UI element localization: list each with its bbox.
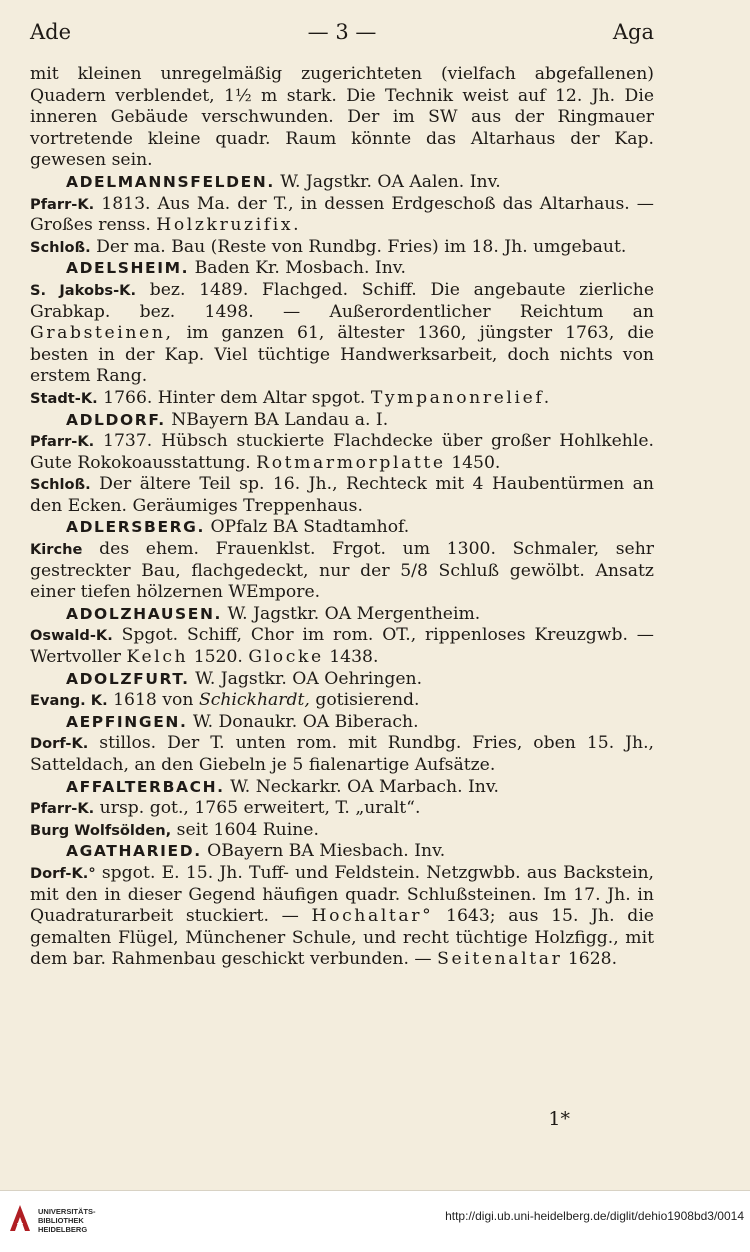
item-highlight: Holzkruzifix. bbox=[156, 215, 302, 236]
intro-paragraph: mit kleinen unregelmäßig zugerichteten (vielfach abgefallenen) Quadern verblendet, 1½ m stark. Die Technik weist auf 12. Jh. Die inneren Gebäude verschwunden. Der im SW aus der Ringmauer vortretende kleine quadr. Raum könnte das Altarhaus der Kap. gewesen sein. bbox=[30, 64, 654, 171]
item-burg bbox=[30, 820, 654, 842]
item-text: 1737. Hübsch stuckierte Flachdecke über großer Hohlkehle. Gute Rokokoausstattung. bbox=[30, 431, 654, 473]
item-label: Stadt-K. bbox=[30, 389, 98, 407]
item-text: spgot. E. 15. Jh. Tuff- und Feldstein. Netzgwbb. aus Backstein, mit den in dieser Gegend häufigen quadr. Schlußsteinen. Im 17. Jh. in Quadraturarbeit stuckiert. — bbox=[30, 862, 655, 927]
item-label: Dorf-K. bbox=[30, 735, 89, 753]
place-name: AFFALTERBACH. bbox=[66, 777, 225, 796]
item-label: Schloß. bbox=[30, 476, 91, 494]
item-text: 1520. bbox=[193, 647, 243, 668]
item-text: 1628. bbox=[567, 949, 618, 970]
item-highlight: Tympanonrelief. bbox=[370, 387, 552, 408]
item-oswaldkirche bbox=[30, 625, 654, 668]
item-schloss bbox=[30, 237, 654, 259]
architect-name: Schickhardt, bbox=[198, 690, 310, 711]
library-line: BIBLIOTHEK bbox=[38, 1216, 84, 1225]
entry-aepfingen bbox=[30, 712, 654, 734]
item-text: Schluß gewölbt. Ansatz einer tiefen hölzernen WEmpore. bbox=[30, 560, 654, 603]
item-label: Schloß. bbox=[30, 238, 91, 256]
head-left-catchword: Ade bbox=[30, 20, 72, 44]
item-text: bez. 1489. Flachged. Schiff. Die angebaute zierliche Grabkap. bez. 1498. — Außerordentlicher Reichtum an bbox=[30, 279, 654, 322]
place-name: ADELSHEIM. bbox=[66, 259, 190, 278]
item-label: Evang. K. bbox=[30, 692, 108, 710]
place-name: ADLERSBERG. bbox=[66, 518, 205, 537]
place-name: ADLDORF. bbox=[66, 410, 166, 429]
item-label: Pfarr-K. bbox=[30, 433, 95, 451]
place-region: W. Neckarkr. OA Marbach. Inv. bbox=[230, 776, 499, 797]
place-name: AGATHARIED. bbox=[66, 842, 202, 861]
entry-affalterbach bbox=[30, 777, 654, 799]
signature-mark: 1* bbox=[548, 1108, 570, 1130]
entry-adolzhausen bbox=[30, 604, 654, 626]
item-pfarrkirche bbox=[30, 431, 654, 474]
place-name: ADOLZHAUSEN. bbox=[66, 604, 223, 623]
place-region: OPfalz BA Stadtamhof. bbox=[210, 517, 410, 538]
item-text: ursp. got., 1765 erweitert, T. „uralt“. bbox=[99, 798, 421, 819]
place-region: W. Donaukr. OA Biberach. bbox=[192, 711, 419, 732]
item-stadtkirche bbox=[30, 388, 654, 410]
entry-adlersberg bbox=[30, 517, 654, 539]
library-line: HEIDELBERG bbox=[38, 1225, 88, 1234]
item-text: gotisierend. bbox=[315, 690, 420, 711]
running-head bbox=[30, 20, 654, 48]
item-text: Der ma. Bau (Reste von Rundbg. Fries) im 18. Jh. umgebaut. bbox=[96, 236, 627, 257]
place-region: W. Jagstkr. OA Aalen. Inv. bbox=[280, 171, 501, 192]
item-text: seit 1604 Ruine. bbox=[176, 819, 319, 840]
item-text: stillos. Der T. unten rom. mit Rundbg. Fries, oben 15. Jh., Satteldach, an den Giebeln je 5 fialenartige Aufsätze. bbox=[30, 733, 654, 775]
item-label: Dorf-K.° bbox=[30, 864, 96, 882]
item-highlight: Kelch bbox=[126, 647, 189, 668]
viewer-footer bbox=[0, 1190, 750, 1252]
item-label: Pfarr-K. bbox=[30, 195, 95, 213]
item-pfarrkirche bbox=[30, 194, 654, 237]
entry-adelsheim bbox=[30, 258, 654, 280]
item-text: 1450. bbox=[451, 452, 501, 473]
place-region: W. Jagstkr. OA Oehringen. bbox=[195, 668, 423, 689]
head-right-catchword: Aga bbox=[612, 20, 654, 44]
place-name: AEPFINGEN. bbox=[66, 712, 188, 731]
item-highlight: Glocke bbox=[248, 647, 324, 668]
item-label: Burg Wolfsölden, bbox=[30, 821, 172, 839]
entry-adelmannsfelden bbox=[30, 172, 654, 194]
place-region: OBayern BA Miesbach. Inv. bbox=[207, 841, 446, 862]
place-region: W. Jagstkr. OA Mergentheim. bbox=[227, 603, 481, 624]
item-highlight: Hochaltar° bbox=[311, 906, 434, 927]
item-schloss bbox=[30, 474, 654, 517]
item-text: 1438. bbox=[329, 647, 379, 668]
item-text: Spgot. Schiff, Chor im rom. OT., rippenloses Kreuzgwb. — Wertvoller bbox=[30, 625, 654, 668]
body-text bbox=[30, 64, 654, 971]
place-region: NBayern BA Landau a. I. bbox=[171, 409, 389, 430]
item-label: Pfarr-K. bbox=[30, 800, 95, 818]
permalink-url[interactable]: http://digi.ub.uni-heidelberg.de/diglit/dehio1908bd3/0014 bbox=[445, 1209, 744, 1223]
item-text: des ehem. Frauenklst. Frgot. um 1300. Schmaler, sehr gestreckter Bau, flachgedeckt, nur der bbox=[30, 539, 655, 581]
library-logo-icon bbox=[8, 1203, 32, 1233]
page-number: — 3 — bbox=[307, 20, 377, 44]
item-highlight: Rotmarmorplatte bbox=[256, 452, 446, 473]
place-name: ADELMANNSFELDEN. bbox=[66, 172, 275, 191]
place-name: ADOLZFURT. bbox=[66, 669, 190, 688]
item-text: 1618 von bbox=[113, 690, 194, 711]
item-dorfkirche bbox=[30, 733, 654, 776]
item-text: 1766. Hinter dem Altar spgot. bbox=[103, 387, 366, 408]
item-text: 1643; aus 15. Jh. die gemalten Flügel, Münchener Schule, und recht tüchtige Holzfigg., mit dem bar. Rahmenbau geschickt verbunden. — bbox=[30, 906, 654, 970]
entry-adolzfurt bbox=[30, 669, 654, 691]
item-jakobskirche bbox=[30, 280, 654, 388]
fraction: 5/8 bbox=[400, 560, 428, 581]
library-line: UNIVERSITÄTS- bbox=[38, 1207, 96, 1216]
entry-agatharied bbox=[30, 841, 654, 863]
library-name bbox=[38, 1207, 96, 1234]
item-highlight: Grabsteinen, bbox=[30, 323, 174, 344]
item-evangelische-kirche bbox=[30, 690, 654, 712]
item-text: Der ältere Teil sp. 16. Jh., Rechteck mit 4 Haubentürmen an den Ecken. Geräumiges Treppenhaus. bbox=[30, 474, 654, 516]
item-highlight: Seitenaltar bbox=[437, 949, 563, 970]
entry-adldorf bbox=[30, 410, 654, 432]
item-text: im ganzen 61, ältester 1360, jüngster 1763, die besten in der Kap. Viel tüchtige Handwerksarbeit, doch nichts von erstem Rang. bbox=[30, 323, 654, 387]
item-dorfkirche bbox=[30, 863, 654, 971]
item-label: Oswald-K. bbox=[30, 627, 113, 645]
item-label: Kirche bbox=[30, 541, 83, 559]
item-pfarrkirche bbox=[30, 798, 654, 820]
place-region: Baden Kr. Mosbach. Inv. bbox=[194, 258, 406, 279]
item-label: S. Jakobs-K. bbox=[30, 281, 137, 299]
item-text: 1813. Aus Ma. der T., in dessen Erdgeschoß das Altarhaus. — Großes renss. bbox=[30, 193, 654, 236]
item-kirche bbox=[30, 539, 654, 604]
